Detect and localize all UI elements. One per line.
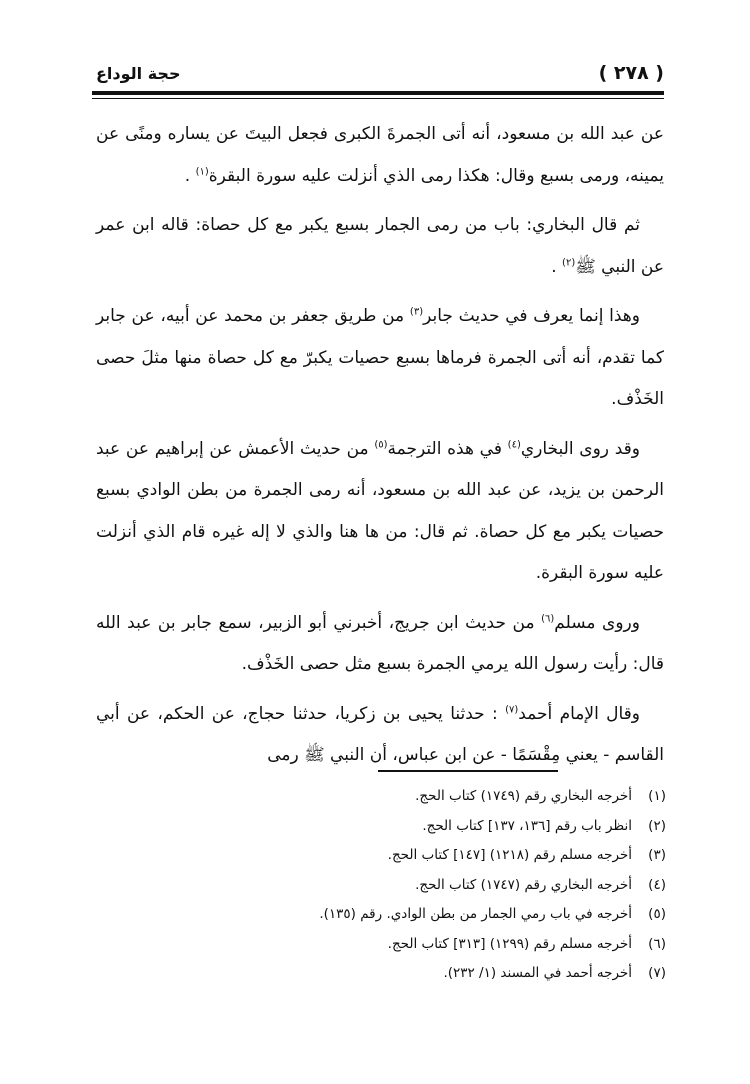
paragraph-tail: من حديث الأعمش عن إبراهيم عن عبد الرحمن بن يزيد، عن عبد الله بن مسعود، أنه رمى الجمرة من بطن الوادي بسبع حصيات يكبر مع كل حصاة. ثم قال: من ها هنا والذي لا إله غيره قام الذي أنزلت عليه سورة البقرة. xyxy=(96,438,664,583)
paragraph-tail: من حديث ابن جريج، أخبرني أبو الزبير، سمع جابر بن عبد الله قال: رأيت رسول الله يرمي الجمرة بسبع مثل حصى الخَذْف. xyxy=(96,612,664,674)
footnote xyxy=(130,841,666,871)
footnote-number: (٧) xyxy=(648,965,666,981)
body-text xyxy=(96,114,664,777)
footnote xyxy=(130,930,666,960)
footnote-ref: (٧) xyxy=(505,703,519,715)
footnote-ref: (١) xyxy=(195,165,209,177)
footnote-text: أخرجه البخاري رقم (١٧٤٩) كتاب الحج. xyxy=(415,788,632,804)
footnote-number: (٣) xyxy=(648,847,666,863)
footnote-text: أخرجه مسلم رقم (١٢٩٩) [٣١٣] كتاب الحج. xyxy=(387,935,632,952)
paragraph-tail: من طريق جعفر بن محمد عن أبيه، عن جابر كما تقدم، أنه أتى الجمرة فرماها بسبع حصيات يكبرّ مع كل حصاة منها مثلَ حصى الخَذْف. xyxy=(96,306,664,409)
footnote-text: انظر باب رقم [١٣٦، ١٣٧] كتاب الحج. xyxy=(422,817,632,834)
paragraph xyxy=(96,296,664,421)
footnote xyxy=(130,871,666,901)
running-title: حجة الوداع xyxy=(96,63,181,83)
footnote-ref: (٥) xyxy=(374,438,388,450)
paragraph-text: عن عبد الله بن مسعود، أنه أتى الجمرةَ الكبرى فجعل البيتَ عن يساره ومنًى عن يمينه، ورمى بسبع وقال: هكذا رمى الذي أنزلت عليه سورة البقرة xyxy=(96,124,664,186)
paragraph-mid: في هذه الترجمة xyxy=(387,438,508,459)
footnote-text: أخرجه في باب رمي الجمار من بطن الوادي. رقم (١٣٥). xyxy=(319,906,632,922)
paragraph xyxy=(96,694,664,777)
paragraph-tail: . xyxy=(184,165,196,186)
paragraph-tail: : حدثنا يحيى بن زكريا، حدثنا حجاج، عن الحكم، عن أبي القاسم - يعني مِقْسَمًا - عن ابن عباس، أن النبي ﷺ رمى xyxy=(96,703,664,765)
footnote-separator xyxy=(378,770,558,772)
footnotes xyxy=(130,782,666,989)
footnote-number: (٤) xyxy=(648,876,666,893)
footnote-text: أخرجه مسلم رقم (١٢١٨) [١٤٧] كتاب الحج. xyxy=(387,847,632,863)
paragraph xyxy=(96,603,664,686)
paragraph-tail: . xyxy=(551,256,563,277)
paragraph xyxy=(96,114,664,197)
footnote-ref: (٢) xyxy=(562,256,576,268)
footnote xyxy=(130,959,666,989)
footnote xyxy=(130,900,666,930)
page-header xyxy=(96,58,664,88)
footnote-text: أخرجه البخاري رقم (١٧٤٧) كتاب الحج. xyxy=(415,876,632,893)
paragraph xyxy=(96,429,664,595)
paragraph-text: وقد روى البخاري xyxy=(520,438,640,459)
footnote-text: أخرجه أحمد في المسند (١/ ٢٣٢). xyxy=(443,965,632,981)
page-number: ( ٢٧٨ ) xyxy=(598,62,664,84)
paragraph-text: وروى مسلم xyxy=(554,612,640,633)
footnote-number: (٦) xyxy=(648,935,666,952)
footnote-number: (٢) xyxy=(648,817,666,834)
footnote-number: (١) xyxy=(648,788,666,804)
header-rule-thick xyxy=(92,91,664,95)
paragraph-text: وقال الإمام أحمد xyxy=(518,703,640,724)
footnote-ref: (٦) xyxy=(541,612,555,624)
footnote xyxy=(130,812,666,842)
header-rule-thin xyxy=(92,98,664,99)
footnote xyxy=(130,782,666,812)
footnote-ref: (٣) xyxy=(409,306,424,318)
footnote-number: (٥) xyxy=(648,906,666,922)
footnote-ref: (٤) xyxy=(507,438,521,450)
paragraph xyxy=(96,205,664,288)
paragraph-text: وهذا إنما يعرف في حديث جابر xyxy=(423,306,640,326)
paragraph-text: ثم قال البخاري: باب من رمى الجمار بسبع يكبر مع كل حصاة: قاله ابن عمر عن النبي ﷺ xyxy=(96,215,664,277)
